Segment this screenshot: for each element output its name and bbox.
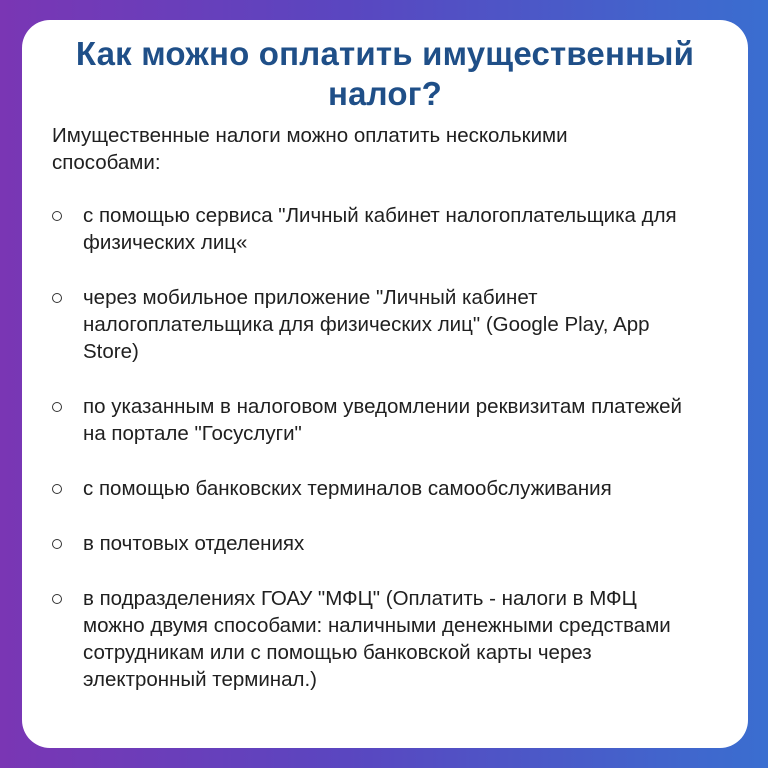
list-item-text: в подразделениях ГОАУ "МФЦ" (Оплатить - налоги в МФЦ можно двумя способами: наличными денежными средствами сотрудникам или с помощью банковской карты через электронный терминал.) bbox=[83, 587, 671, 691]
circle-bullet-icon bbox=[52, 402, 62, 412]
list-item bbox=[52, 585, 718, 693]
list-item bbox=[52, 393, 718, 447]
page-title: Как можно оплатить имущественный налог? bbox=[75, 35, 695, 112]
list-item-text: по указанным в налоговом уведомлении реквизитам платежей на портале "Госуслуги" bbox=[83, 395, 683, 445]
list-item bbox=[52, 475, 718, 502]
list-item bbox=[52, 530, 718, 557]
circle-bullet-icon bbox=[52, 293, 62, 303]
circle-bullet-icon bbox=[52, 539, 62, 549]
circle-bullet-icon bbox=[52, 484, 62, 494]
list-item-text: через мобильное приложение "Личный кабинет налогоплательщика для физических лиц" (Google Play, App Store) bbox=[83, 286, 650, 363]
list-item-text: в почтовых отделениях bbox=[83, 532, 305, 555]
list-item bbox=[52, 284, 718, 365]
list-item-text: с помощью банковских терминалов самообслуживания bbox=[83, 477, 612, 500]
payment-methods-list bbox=[52, 202, 718, 693]
list-item-text: с помощью сервиса "Личный кабинет налогоплательщика для физических лиц« bbox=[83, 204, 677, 254]
circle-bullet-icon bbox=[52, 594, 62, 604]
intro-text: Имущественные налоги можно оплатить несколькими способами: bbox=[52, 124, 568, 174]
list-item bbox=[52, 202, 718, 256]
circle-bullet-icon bbox=[52, 211, 62, 221]
info-card bbox=[22, 20, 748, 748]
